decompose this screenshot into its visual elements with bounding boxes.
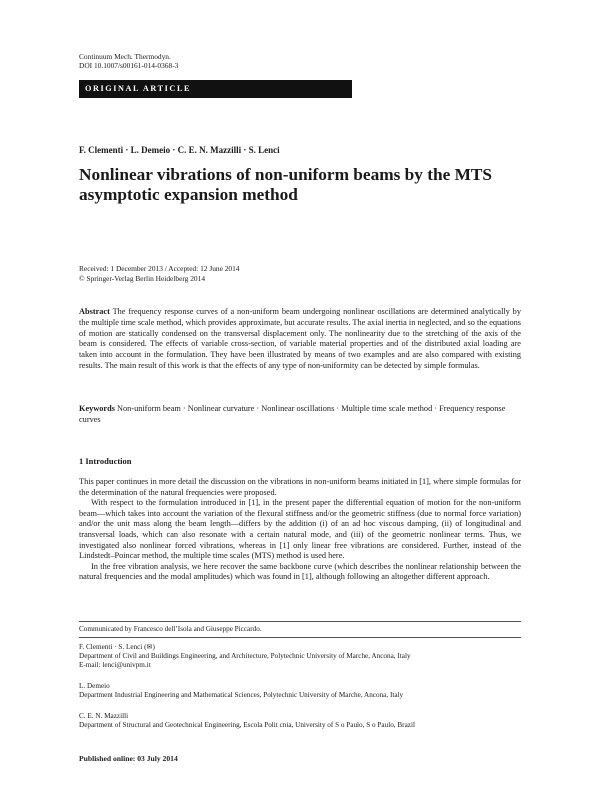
affiliation: [79, 682, 529, 700]
paragraph: With respect to the formulation introduced in [1], in the present paper the differential equation of motion for the non-uniform beam—which takes into account the variation of the flexural stiffness and/or the geometric stiffness (due to normal force variation) and/or the unit mass along the beam length—differs by the addition (i) of an ad hoc viscous damping, (ii) of longitudinal and transversal loads, which can also resonate with a certain natural mode, and (iii) of the geometric nonlinear terms. Thus, we investigated also nonlinear forced vibrations, whereas in [1] only linear free vibrations are considered. Further, instead of the Lindstedt–Poincar method, the multiple time scales (MTS) method is used here.: [79, 498, 521, 561]
keywords-label: Keywords: [79, 404, 115, 413]
dates-block: [79, 264, 240, 283]
paper-title: Nonlinear vibrations of non-uniform beams by the MTS asymptotic expansion method: [79, 165, 493, 204]
section-heading: 1 Introduction: [79, 456, 132, 466]
affiliation: [79, 643, 529, 671]
introduction-body: [79, 477, 521, 583]
abstract-label: Abstract: [79, 307, 110, 316]
communicated-by: Communicated by Francesco dell’Isola and Giuseppe Piccardo.: [79, 625, 262, 633]
affiliation-dept: Department Industrial Engineering and Mathematical Sciences, Polytechnic University of Marche, Ancona, Italy: [79, 691, 404, 700]
footnote-divider: [79, 621, 521, 622]
received-accepted: Received: 1 December 2013 / Accepted: 12 June 2014: [79, 264, 240, 273]
journal-name: Continuum Mech. Thermodyn.: [79, 52, 171, 61]
affiliation-names: L. Demeio: [79, 682, 110, 690]
abstract-text: The frequency response curves of a non-uniform beam undergoing nonlinear oscillations are determined analytically by the multiple time scale method, which provides approximate, but accurate results. The axial inertia in neglected, and so the equations of motion are statically condensed on the transversal displacement only. The nonlinearity due to the stretching of the axis of the beam is considered. The effects of variable cross-section, of variable material properties and of the distributed axial loading are taken into account in the formulation. They have been illustrated by means of two examples and are also compared with existing results. The main result of this work is that the effects of any type of non-uniformity can be detected by simple formulas.: [79, 307, 521, 370]
paragraph: This paper continues in more detail the discussion on the vibrations in non-uniform beams initiated in [1], where simple formulas for the determination of the natural frequencies were proposed.: [79, 477, 521, 497]
footnote-divider: [79, 637, 521, 638]
abstract: [79, 307, 521, 372]
affiliation-email: E-mail: lenci@univpm.it: [79, 661, 151, 670]
published-online: Published online: 03 July 2014: [79, 754, 178, 763]
affiliation-names: F. Clementi · S. Lenci (✉): [79, 643, 155, 651]
article-type-banner: ORIGINAL ARTICLE: [79, 80, 352, 98]
copyright-line: © Springer-Verlag Berlin Heidelberg 2014: [79, 273, 206, 283]
journal-doi: DOI 10.1007/s00161-014-0368-3: [79, 61, 179, 70]
keywords: [79, 404, 521, 426]
keywords-text: Non-uniform beam · Nonlinear curvature · Nonlinear oscillations · Multiple time scale method · Frequency response curves: [79, 404, 506, 424]
affiliation-dept: Department of Civil and Buildings Engineering, and Architecture, Polytechnic University of Marche, Ancona, Italy: [79, 652, 411, 661]
author-list: F. Clementi · L. Demeio · C. E. N. Mazzilli · S. Lenci: [79, 145, 280, 155]
journal-info: [79, 52, 178, 70]
affiliation: [79, 712, 529, 730]
paragraph: In the free vibration analysis, we here recover the same backbone curve (which describes the nonlinear relationship between the natural frequencies and the modal amplitudes) which was found in [1], although following an altogether different approach.: [79, 561, 521, 582]
affiliation-names: C. E. N. Mazzilli: [79, 712, 129, 720]
affiliation-dept: Department of Structural and Geotechnical Engineering, Escola Polit cnia, University of S o Paulo, S o Paulo, Brazil: [79, 721, 415, 730]
